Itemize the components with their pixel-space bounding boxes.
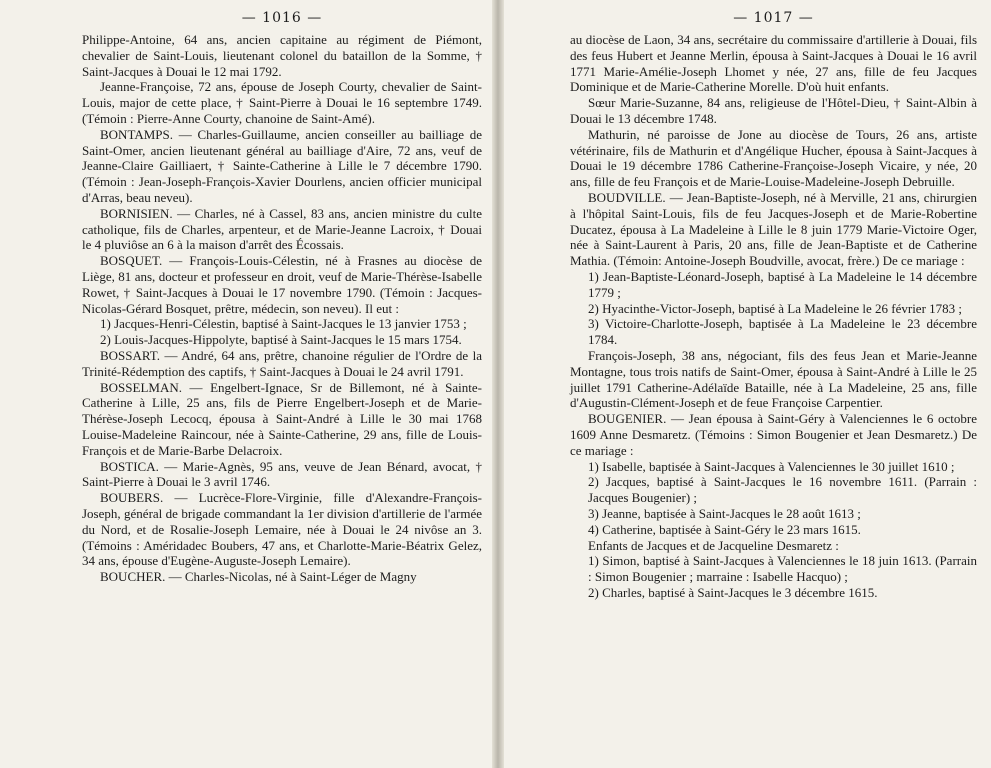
entry-paragraph: au diocèse de Laon, 34 ans, secrétaire du commissaire d'artillerie à Douai, fils des feus Hubert et Jeanne Merlin, épousa à Saint-Jacques à Douai le 16 avril 1771 Marie-Amélie-Joseph Lhomet y née, 27 ans, fille de feu Jacques Dominique et de Marie-Catherine Morelle. D'où huit enfants.	[570, 32, 977, 95]
list-item: 1) Jacques-Henri-Célestin, baptisé à Saint-Jacques le 13 janvier 1753 ;	[100, 316, 467, 332]
entry-paragraph: BOUBERS. — Lucrèce-Flore-Virginie, fille d'Alexandre-François-Joseph, général de brigade commandant la 1er division d'artillerie de l'armée du Nord, et de Rosalie-Joseph Lemaire, née à Douai le 24 nivôse an 3. (Témoins : Améridadec Boubers, 47 ans, et Charlotte-Marie-Béatrix Gelez, 34 ans, épouse d'Eugène-Auguste-Joseph Lemaire).	[82, 490, 482, 569]
entry-paragraph: BOSQUET. — François-Louis-Célestin, né à Frasnes au diocèse de Liège, 81 ans, docteur et professeur en droit, veuf de Marie-Thérèse-Isabelle Rowet, † Saint-Jacques à Douai le 17 novembre 1790. (Témoin : Jacques-Nicolas-Gérard Bosquet, prêtre, médecin, son neveu). Il eut :	[82, 253, 482, 316]
list-item: 2) Charles, baptisé à Saint-Jacques le 3 décembre 1615.	[588, 584, 878, 600]
page-number-right: — 1017 —	[733, 10, 814, 26]
list-item: 3) Jeanne, baptisée à Saint-Jacques le 28 août 1613 ;	[588, 505, 861, 521]
entry-paragraph: BORNISIEN. — Charles, né à Cassel, 83 ans, ancien ministre du culte catholique, fils de Charles, arpenteur, et de Marie-Jeanne Lacroix, † Douai le 4 pluviôse an 6 à la maison d'arrêt des Écossais.	[82, 205, 482, 253]
entry-paragraph: BOSSART. — André, 64 ans, prêtre, chanoine régulier de l'Ordre de la Trinité-Rédemption des captifs, † Saint-Jacques à Douai le 24 avril 1791.	[82, 347, 482, 379]
list-item: 2) Jacques, baptisé à Saint-Jacques le 16 novembre 1611. (Parrain : Jacques Bougenier) ;	[588, 474, 977, 506]
list-item: 1) Simon, baptisé à Saint-Jacques à Valenciennes le 18 juin 1613. (Parrain : Simon Bougenier ; marraine : Isabelle Hacquo) ;	[588, 553, 977, 585]
page-number-left: — 1016 —	[241, 10, 323, 26]
entry-paragraph: Mathurin, né paroisse de Jone au diocèse de Tours, 26 ans, artiste vétérinaire, fils de Mathurin et d'Angélique Hucher, épousa à Saint-Jacques à Douai le 19 décembre 1786 Catherine-Françoise-Joseph Vicaire, y née, 20 ans, fille de feu François et de Marie-Louise-Madeleine-Joseph Debruille.	[570, 126, 977, 190]
entry-paragraph: BOUGENIER. — Jean épousa à Saint-Géry à Valenciennes le 6 octobre 1609 Anne Desmaretz. (Témoins : Simon Bougenier et Jean Desmaretz.) De ce mariage :	[570, 411, 977, 458]
list-item: 2) Hyacinthe-Victor-Joseph, baptisé à La Madeleine le 26 février 1783 ;	[588, 300, 963, 316]
entry-paragraph: BOSTICA. — Marie-Agnès, 95 ans, veuve de Jean Bénard, avocat, † Saint-Pierre à Douai le 3 avril 1746.	[82, 458, 482, 490]
list-item: 3) Victoire-Charlotte-Joseph, baptisée à La Madeleine le 23 décembre 1784.	[588, 316, 977, 348]
entry-paragraph: BOSSELMAN. — Engelbert-Ignace, Sr de Billemont, né à Sainte-Catherine à Lille, 25 ans, fils de Pierre Engelbert-Joseph et de Marie-Thérèse-Joseph Lecocq, épousa à Saint-André à Lille le 30 mai 1768 Louise-Madeleine Raincour, née à Sainte-Catherine, 29 ans, fille de Louis-François et de Marie-Barbe Delacroix.	[82, 379, 482, 458]
entry-paragraph: François-Joseph, 38 ans, négociant, fils des feus Jean et Marie-Jeanne Montagne, tous trois natifs de Saint-Omer, épousa à Saint-André à Lille le 25 juillet 1791 Catherine-Adélaïde Bataille, née à La Madeleine, 25 ans, fille d'Augustin-Clément-Joseph et de feue Françoise Carpentier.	[570, 347, 977, 411]
list-item: 1) Jean-Baptiste-Léonard-Joseph, baptisé à La Madeleine le 14 décembre 1779 ;	[588, 268, 977, 300]
entry-paragraph: BONTAMPS. — Charles-Guillaume, ancien conseiller au bailliage de Saint-Omer, ancien lieutenant général au bailliage d'Aire, 72 ans, veuf de Jeanne-Claire Gailliaert, † Sainte-Catherine à Lille le 7 décembre 1790. (Témoin : Jean-Joseph-François-Xavier Dourlens, ancien officier municipal d'Arras, beau neveu).	[82, 126, 482, 205]
list-item: 1) Isabelle, baptisée à Saint-Jacques à Valenciennes le 30 juillet 1610 ;	[588, 458, 955, 474]
entry-paragraph: Jeanne-Françoise, 72 ans, épouse de Joseph Courty, chevalier de Saint-Louis, major de cette place, † Saint-Pierre à Douai le 16 septembre 1749. (Témoin : Pierre-Anne Courty, chanoine de Saint-Amé).	[82, 79, 482, 126]
entry-paragraph: Philippe-Antoine, 64 ans, ancien capitaine au régiment de Piémont, chevalier de Saint-Louis, lieutenant colonel du bataillon de la Somme, † Saint-Jacques à Douai le 12 mai 1792.	[82, 32, 482, 79]
right-page	[500, 0, 991, 768]
entry-paragraph: BOUDVILLE. — Jean-Baptiste-Joseph, né à Merville, 21 ans, chirurgien à l'hôpital Saint-Louis, fils de feu Jacques-Joseph et de Marie-Robertine Ducatez, épousa à La Madeleine à Lille le 8 juin 1779 Marie-Victoire Oger, née à Saint-Laurent à Paris, 20 ans, fille de Jean-Baptiste et de Catherine Mathia. (Témoin: Antoine-Joseph Boudville, avocat, frère.) De ce mariage :	[570, 189, 977, 269]
entry-paragraph: BOUCHER. — Charles-Nicolas, né à Saint-Léger de Magny	[100, 569, 417, 585]
entry-paragraph: Enfants de Jacques et de Jacqueline Desmaretz :	[588, 537, 839, 553]
list-item: 2) Louis-Jacques-Hippolyte, baptisé à Saint-Jacques le 15 mars 1754.	[100, 332, 462, 348]
list-item: 4) Catherine, baptisée à Saint-Géry le 23 mars 1615.	[588, 521, 861, 537]
right-page-body	[570, 32, 977, 601]
entry-paragraph: Sœur Marie-Suzanne, 84 ans, religieuse de l'Hôtel-Dieu, † Saint-Albin à Douai le 13 décembre 1748.	[570, 95, 977, 126]
left-page-body	[82, 32, 482, 585]
